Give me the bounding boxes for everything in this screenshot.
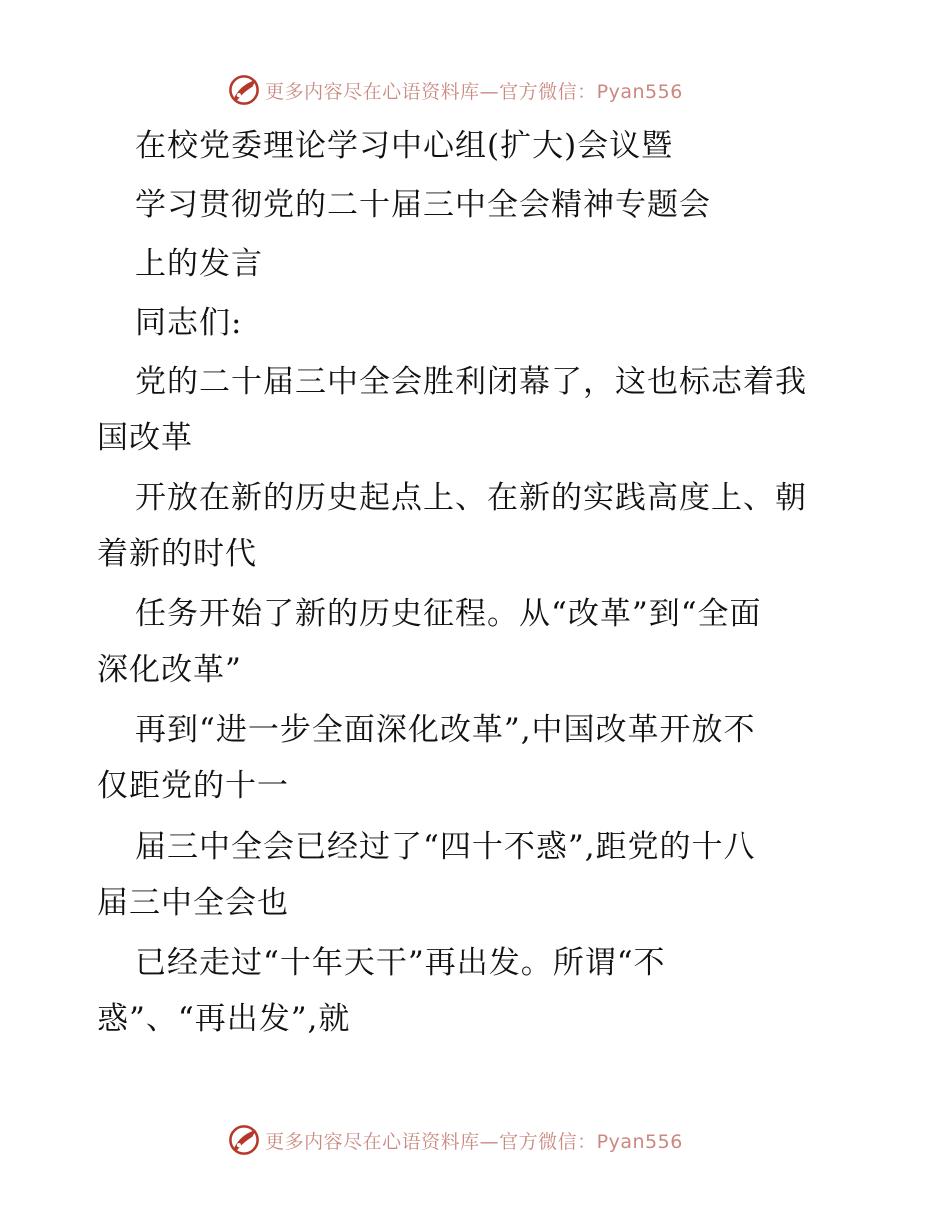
- title-line-1: 在校党委理论学习中心组(扩大)会议暨: [135, 128, 674, 164]
- paragraph-line: 仅距党的十一: [97, 768, 289, 804]
- title-line-3: 上的发言: [135, 246, 263, 282]
- footer-watermark: [0, 1120, 950, 1160]
- paragraph-line: 开放在新的历史起点上、在新的实践高度上、朝: [135, 480, 807, 516]
- paragraph-line: 届三中全会已经过了“四十不惑”,距党的十八: [135, 829, 756, 865]
- watermark-text: 更多内容尽在心语资料库—官方微信：Pyan556: [265, 1130, 683, 1153]
- paragraph-line: 党的二十届三中全会胜利闭幕了，这也标志着我: [135, 364, 807, 400]
- watermark-text: 更多内容尽在心语资料库—官方微信：Pyan556: [265, 80, 683, 103]
- paragraph-line: 着新的时代: [97, 536, 257, 572]
- pen-nib-logo-icon: [227, 73, 261, 107]
- paragraph-line: 惑”、“再出发”,就: [97, 1001, 351, 1037]
- paragraph-line: 已经走过“十年天干”再出发。所谓“不: [135, 945, 666, 981]
- pen-nib-logo-icon: [227, 1123, 261, 1157]
- title-line-2: 学习贯彻党的二十届三中全会精神专题会: [135, 187, 711, 223]
- salutation: 同志们:: [135, 305, 243, 341]
- paragraph-line: 任务开始了新的历史征程。从“改革”到“全面: [135, 596, 762, 632]
- paragraph-line: 深化改革”: [97, 652, 242, 688]
- header-watermark: [0, 70, 950, 110]
- paragraph-line: 届三中全会也: [97, 885, 289, 921]
- paragraph-line: 国改革: [97, 420, 193, 456]
- paragraph-line: 再到“进一步全面深化改革”,中国改革开放不: [135, 712, 756, 748]
